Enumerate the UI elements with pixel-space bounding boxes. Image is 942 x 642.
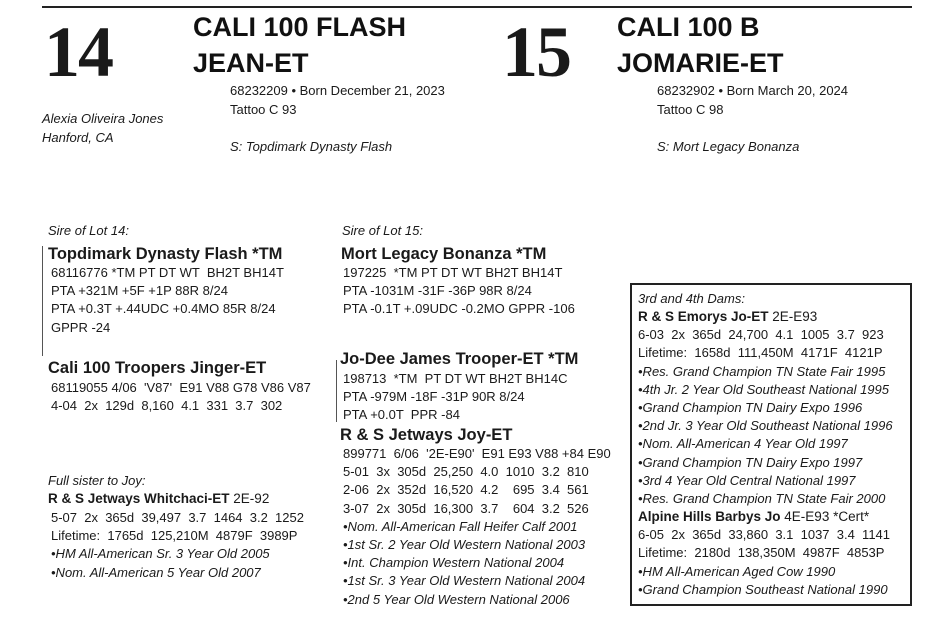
sire-lot-14-details — [51, 264, 284, 337]
lot-14-sire-line: S: Topdimark Dynasty Flash — [230, 139, 393, 154]
honor-line: •Grand Champion TN Dairy Expo 1997 — [638, 454, 863, 470]
third-dam-name: R & S Emorys Jo-ET — [638, 309, 769, 325]
third-dam-classification: 2E-E93 — [768, 309, 818, 325]
honor-line: •Nom. All-American 5 Year Old 2007 — [51, 564, 261, 580]
third-fourth-dams-box — [630, 283, 912, 606]
full-sister-classification: 2E-92 — [229, 491, 270, 506]
consignor-name: Alexia Oliveira Jones — [42, 111, 164, 126]
pedigree-bracket-middle — [336, 360, 337, 422]
fourth-dam-heading — [638, 508, 893, 526]
maternal-grandsire-name: Jo-Dee James Trooper-ET *TM — [340, 350, 579, 368]
detail-line: Lifetime: 2180d 138,350M 4987F 4853P — [638, 545, 885, 561]
detail-line: PTA -1031M -31F -36P 98R 8/24 — [343, 283, 532, 299]
detail-line: PTA +0.3T +.44UDC +0.4MO 85R 8/24 — [51, 301, 276, 317]
honor-line: •4th Jr. 2 Year Old Southeast National 1995 — [638, 381, 889, 397]
pedigree-bracket-left — [42, 246, 43, 356]
detail-line: 4-04 2x 129d 8,160 4.1 331 3.7 302 — [51, 398, 283, 414]
lot-15-number: 15 — [502, 12, 570, 92]
detail-line: 6-05 2x 365d 33,860 3.1 1037 3.4 1141 — [638, 527, 891, 543]
honor-line: •1st Sr. 3 Year Old Western National 2004 — [343, 573, 586, 589]
lot-14-dam-details — [51, 379, 311, 415]
detail-line: PTA +321M +5F +1P 88R 8/24 — [51, 283, 228, 299]
lot-14-dam-name: Cali 100 Troopers Jinger-ET — [48, 359, 267, 377]
lot-15-sire-line: S: Mort Legacy Bonanza — [657, 139, 800, 154]
honor-line: •Nom. All-American 4 Year Old 1997 — [638, 436, 848, 452]
maternal-grandsire-details — [343, 370, 567, 425]
dams-box-label: 3rd and 4th Dams: — [638, 291, 745, 306]
honor-line: •3rd 4 Year Old Central National 1997 — [638, 472, 856, 488]
detail-line: 68119055 4/06 'V87' E91 V88 G78 V86 V87 — [51, 380, 311, 395]
detail-line: 197225 *TM PT DT WT BH2T BH14T — [343, 265, 563, 280]
full-sister-label: Full sister to Joy: — [48, 473, 146, 488]
honor-line: •1st Sr. 2 Year Old Western National 2003 — [343, 537, 586, 553]
detail-line: 5-07 2x 365d 39,497 3.7 1464 3.2 1252 — [51, 510, 304, 525]
lot-14-number: 14 — [44, 12, 112, 92]
honor-line: •Grand Champion TN Dairy Expo 1996 — [638, 400, 863, 416]
honor-line: •Int. Champion Western National 2004 — [343, 555, 565, 571]
detail-line: 3-07 2x 305d 16,300 3.7 604 3.2 526 — [343, 500, 589, 516]
lot-15-tattoo: Tattoo C 98 — [657, 102, 724, 117]
lot-14-name-line2: JEAN-ET — [193, 48, 309, 78]
third-dam-heading — [638, 308, 893, 326]
lot-14-name-line1: CALI 100 FLASH — [193, 12, 407, 42]
honor-line: •HM All-American Sr. 3 Year Old 2005 — [51, 546, 270, 562]
detail-line: 5-01 3x 305d 25,250 4.0 1010 3.2 810 — [343, 464, 589, 480]
detail-line: PTA -0.1T +.09UDC -0.2MO GPPR -106 — [343, 301, 575, 317]
full-sister-records — [51, 509, 304, 582]
honor-line: •HM All-American Aged Cow 1990 — [638, 563, 836, 579]
detail-line: 198713 *TM PT DT WT BH2T BH14C — [343, 371, 568, 386]
detail-line: 899771 6/06 '2E-E90' E91 E93 V88 +84 E90 — [343, 446, 611, 461]
sire-lot-14-name: Topdimark Dynasty Flash *TM — [48, 245, 283, 263]
sire-lot-15-details — [343, 264, 575, 319]
full-sister-heading — [48, 490, 269, 508]
full-sister-name: R & S Jetways Whitchaci-ET — [48, 491, 230, 506]
sire-lot-15-name: Mort Legacy Bonanza *TM — [341, 245, 547, 263]
fourth-dam-name: Alpine Hills Barbys Jo — [638, 509, 781, 525]
lot-15-name-line2: JOMARIE-ET — [617, 48, 784, 78]
detail-line: PTA +0.0T PPR -84 — [343, 407, 460, 423]
detail-line: 68116776 *TM PT DT WT BH2T BH14T — [51, 265, 284, 280]
honor-line: •Nom. All-American Fall Heifer Calf 2001 — [343, 518, 578, 534]
lot-14-tattoo: Tattoo C 93 — [230, 102, 297, 117]
top-rule — [42, 6, 912, 8]
detail-line: 2-06 2x 352d 16,520 4.2 695 3.4 561 — [343, 482, 589, 498]
detail-line: Lifetime: 1658d 111,450M 4171F 4121P — [638, 345, 883, 361]
lot-15-registration-born: 68232902 • Born March 20, 2024 — [657, 83, 849, 98]
detail-line: PTA -979M -18F -31P 90R 8/24 — [343, 389, 525, 405]
sire-lot-15-label: Sire of Lot 15: — [342, 223, 423, 238]
detail-line: GPPR -24 — [51, 319, 111, 335]
dams-box-content — [638, 290, 893, 599]
lot-15-dam-details — [343, 445, 611, 609]
consignor-location: Hanford, CA — [42, 130, 114, 145]
fourth-dam-classification: 4E-E93 *Cert* — [780, 509, 870, 525]
lot-14-registration-born: 68232209 • Born December 21, 2023 — [230, 83, 445, 98]
detail-line: 6-03 2x 365d 24,700 4.1 1005 3.7 923 — [638, 327, 884, 343]
lot-15-dam-name: R & S Jetways Joy-ET — [340, 426, 513, 444]
honor-line: •2nd Jr. 3 Year Old Southeast National 1996 — [638, 418, 893, 434]
honor-line: •Res. Grand Champion TN State Fair 1995 — [638, 363, 886, 379]
sire-lot-14-label: Sire of Lot 14: — [48, 223, 129, 238]
honor-line: •Grand Champion Southeast National 1990 — [638, 581, 888, 597]
detail-line: Lifetime: 1765d 125,210M 4879F 3989P — [51, 528, 298, 544]
lot-15-name-line1: CALI 100 B — [617, 12, 760, 42]
honor-line: •2nd 5 Year Old Western National 2006 — [343, 591, 570, 607]
honor-line: •Res. Grand Champion TN State Fair 2000 — [638, 491, 886, 507]
